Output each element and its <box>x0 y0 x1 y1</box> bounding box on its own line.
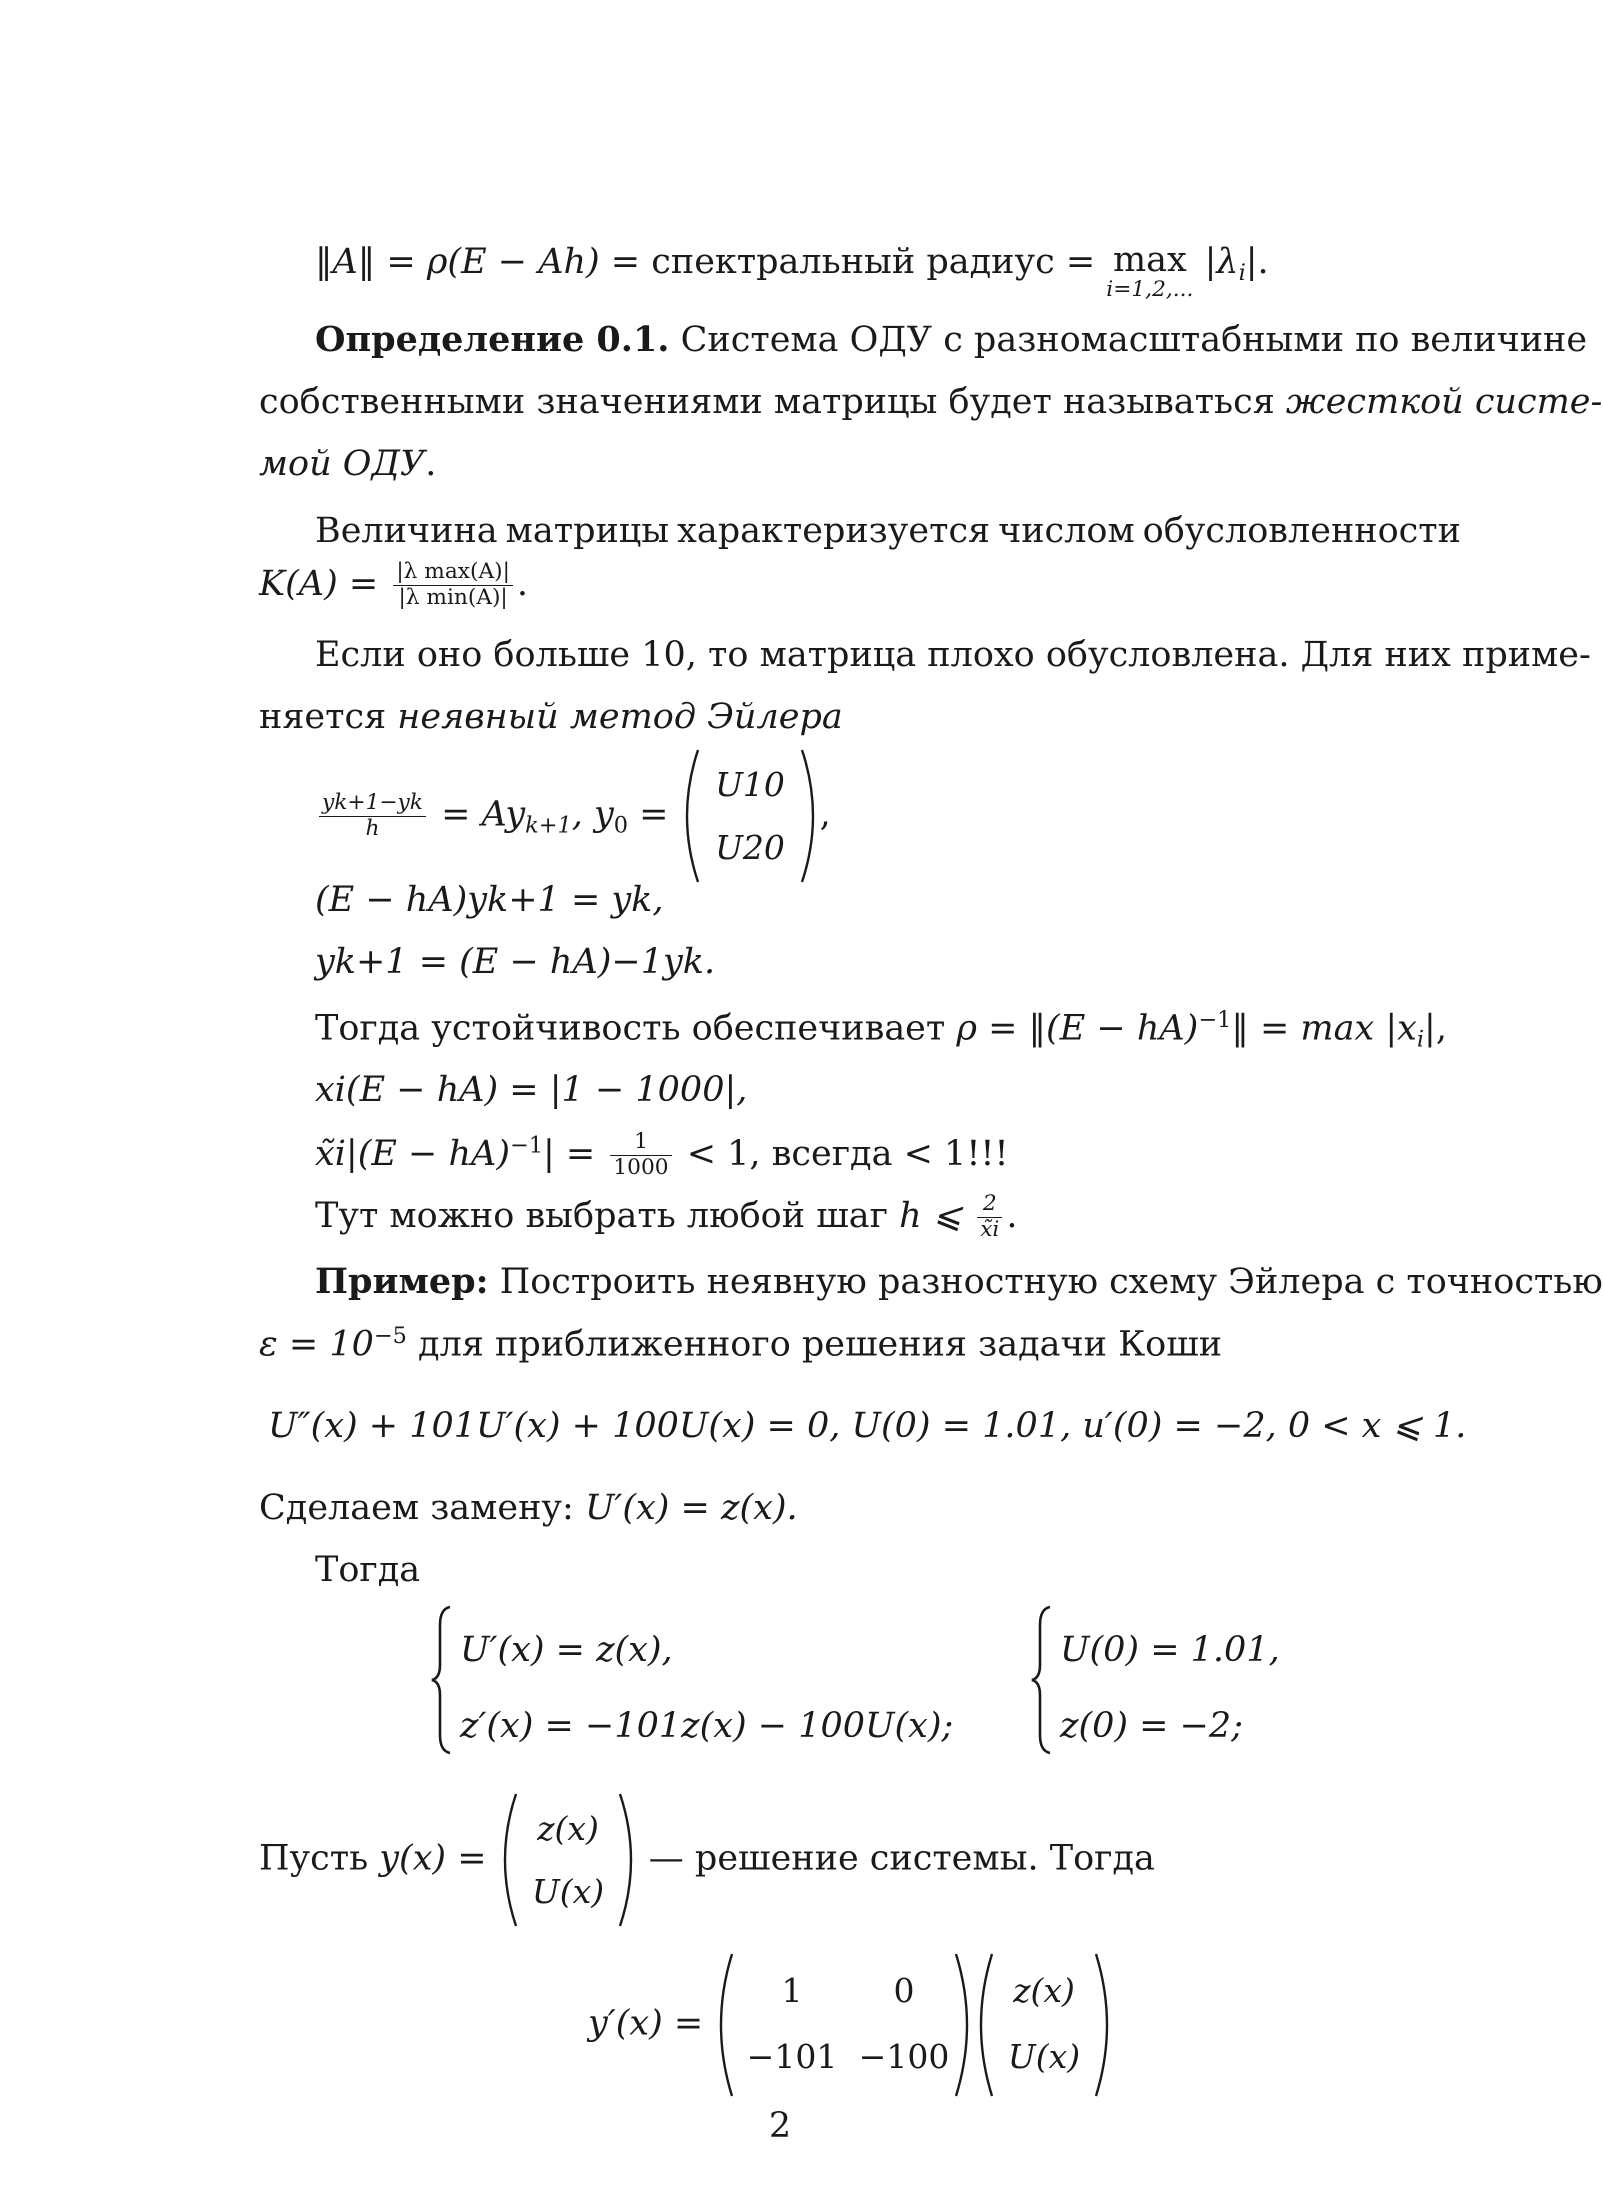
condition-line-1: Величина матрицы характеризуется числом обусловленности <box>315 511 1461 551</box>
euler-eq-2: (E − hA)yk+1 = yk, <box>315 880 664 920</box>
stability-line-2: xi(E − hA) = |1 − 1000|, <box>315 1070 748 1110</box>
then-line: Тогда <box>315 1550 421 1590</box>
left-brace-system <box>430 1605 452 1755</box>
stability-fraction: $\frac{1}{1000}$ <box>610 1130 671 1181</box>
initial-cond-1: U(0) = 1.01, <box>1060 1630 1280 1670</box>
vector-bottom: U20 <box>714 828 785 867</box>
right-paren <box>620 1794 631 1926</box>
definition-line-1: Определение 0.1. Система ОДУ с разномасштабными по величине <box>315 319 1588 360</box>
stability-line-1: Тогда устойчивость обеспечивает ρ = ‖(E − hA)$^{-1}$‖ = $\max |x_i|$, <box>315 1007 1447 1053</box>
matrix-equation: y′(x) = 1 0 −101 −100 z(x) U(x) <box>588 1950 1114 2100</box>
euler-scheme: $\frac{yk+1-yk}{h}$ = $Ay_{k+1}$, $y_0$ = U10 U20 , <box>315 746 831 886</box>
definition-line-3: мой ОДУ. <box>259 444 437 484</box>
system-eq-2: z′(x) = −101z(x) − 100U(x); <box>460 1706 954 1746</box>
condition-number-formula: K(A) = $\frac{\text{|λ max(A)|}}{\text{|λ min(A)|}}$ . <box>259 559 529 610</box>
left-paren <box>687 750 698 882</box>
example-line-2: $\varepsilon = 10^{-5}$ для приближенного решения задачи Коши <box>259 1323 1223 1365</box>
euler-eq-3: yk+1 = (E − hA)−1yk. <box>315 942 716 982</box>
max-operator: max i=1,2,... <box>1106 240 1194 302</box>
vector-bottom: U(x) <box>531 1872 604 1911</box>
left-paren <box>981 1954 992 2096</box>
initial-cond-2: z(0) = −2; <box>1060 1706 1243 1746</box>
scheme-fraction: $\frac{yk+1-yk}{h}$ <box>319 791 426 842</box>
stability-line-4: Тут можно выбрать любой шаг h ⩽ $\frac{2}{x̃i}$ . <box>315 1191 1018 1242</box>
left-brace-initial <box>1030 1605 1052 1755</box>
step-fraction: $\frac{2}{x̃i}$ <box>977 1192 1002 1243</box>
euler-line-1: Если оно больше 10, то матрица плохо обусловлена. Для них приме- <box>315 635 1591 675</box>
right-paren <box>802 750 813 882</box>
left-paren <box>505 1794 516 1926</box>
vector-top: z(x) <box>1013 1971 1076 2010</box>
vector-top: z(x) <box>536 1809 599 1848</box>
matrix-cell: 0 <box>893 1971 915 2010</box>
right-paren <box>1096 1954 1107 2096</box>
system-eq-1: U′(x) = z(x), <box>460 1630 673 1670</box>
state-vector <box>974 1950 1114 2100</box>
matrix-cell: 1 <box>781 1971 803 2010</box>
vector-bottom: U(x) <box>1008 2037 1081 2076</box>
let-line: Пусть y(x) = z(x) U(x) — решение системы. Тогда <box>259 1790 1155 1930</box>
matrix-cell: −100 <box>859 2037 950 2076</box>
left-paren <box>721 1954 732 2096</box>
cauchy-problem: U″(x) + 101U′(x) + 100U(x) = 0, U(0) = 1.01, u′(0) = −2, 0 < x ⩽ 1. <box>268 1406 1467 1446</box>
matrix-cell: −101 <box>747 2037 838 2076</box>
substitution-line: Сделаем замену: U′(x) = z(x). <box>259 1488 798 1528</box>
page-number: 2 <box>768 2106 792 2146</box>
initial-vector <box>680 746 820 886</box>
stability-line-3: x̃i|(E − hA)$^{-1}$| = $\frac{1}{1000}$ < 1, всегда < 1!!! <box>315 1129 1009 1180</box>
right-paren <box>956 1954 967 2096</box>
norm-equation: ‖A‖ = ρ(E − Ah) = спектральный радиус = max i=1,2,... $|\lambda_i|$. <box>315 240 1269 302</box>
euler-line-2: няется неявный метод Эйлера <box>259 697 843 737</box>
definition-line-2: собственными значениями матрицы будет называться жесткой систе- <box>259 382 1603 422</box>
coefficient-matrix <box>714 1950 974 2100</box>
condition-fraction: $\frac{\text{|λ max(A)|}}{\text{|λ min(A)|}}$ <box>393 560 513 611</box>
vector-top: U10 <box>714 765 785 804</box>
solution-vector <box>498 1790 638 1930</box>
example-line-1: Пример: Построить неявную разностную схему Эйлера с точностью <box>315 1261 1603 1302</box>
